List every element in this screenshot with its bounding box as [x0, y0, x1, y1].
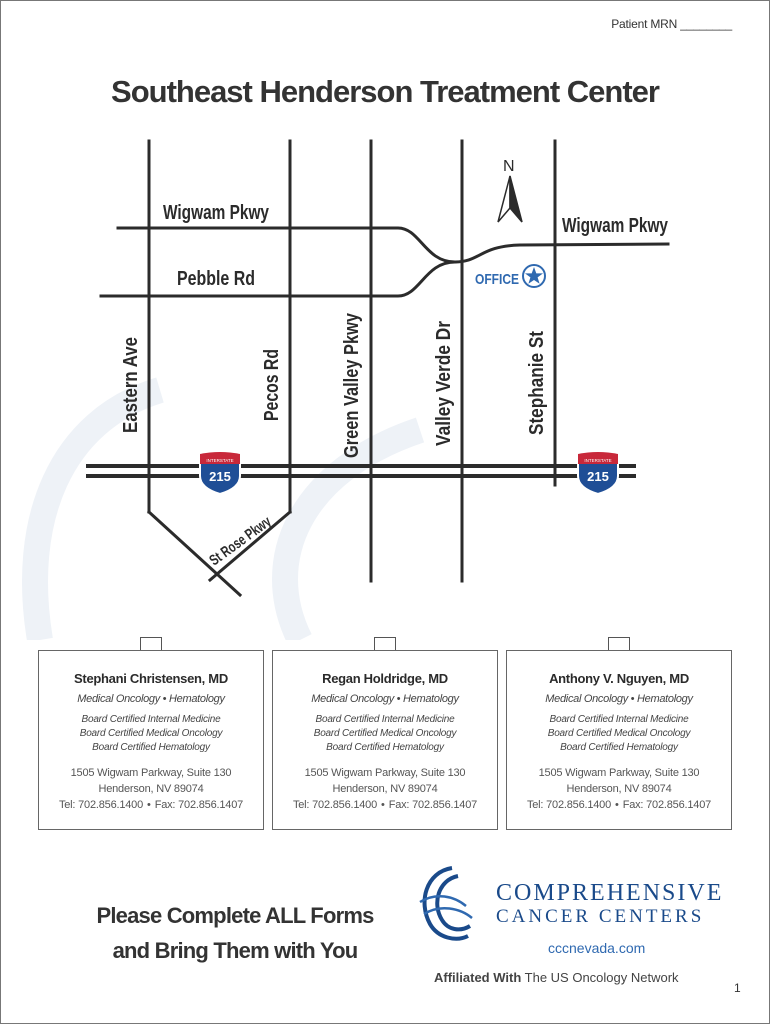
- phone-fax-line: [507, 797, 731, 813]
- affiliation-network: The US Oncology Network: [521, 970, 679, 985]
- physician-contact: [39, 765, 263, 813]
- road-wigwam-west: [118, 228, 455, 262]
- patient-mrn-field[interactable]: Patient MRN ________: [611, 17, 732, 31]
- cert-line: Board Certified Hematology: [560, 742, 678, 753]
- brand-name-line2: CANCER CENTERS: [496, 906, 705, 927]
- label-st-rose: St Rose Pkwy: [206, 497, 296, 570]
- address-line: Henderson, NV 89074: [566, 783, 672, 795]
- cert-line: Board Certified Internal Medicine: [549, 714, 689, 725]
- label-wigwam-east: Wigwam Pkwy: [562, 215, 669, 237]
- physician-contact: [273, 765, 497, 813]
- cert-line: Board Certified Hematology: [92, 742, 210, 753]
- label-eastern: Eastern Ave: [120, 318, 142, 433]
- physician-certifications: [39, 713, 263, 755]
- physician-name: Stephani Christensen, MD: [74, 671, 228, 686]
- tel: Tel: 702.856.1400: [292, 799, 378, 811]
- cert-line: Board Certified Internal Medicine: [315, 714, 455, 725]
- north-arrow-icon: [498, 158, 522, 222]
- page-title: Southeast Henderson Treatment Center: [111, 74, 659, 109]
- separator-dot: •: [147, 799, 151, 811]
- website-link[interactable]: cccnevada.com: [548, 940, 646, 956]
- reminder-line: Please Complete ALL Forms: [96, 903, 374, 928]
- fax: Fax: 702.856.1407: [388, 799, 478, 811]
- physician-card-christensen: [38, 650, 264, 830]
- physician-specialty: Medical Oncology • Hematology: [545, 693, 693, 705]
- compass-letter: N: [503, 158, 515, 175]
- phone-fax-line: [39, 797, 263, 813]
- separator-dot: •: [381, 799, 385, 811]
- label-wigwam-west: Wigwam Pkwy: [163, 202, 270, 224]
- physician-specialty: Medical Oncology • Hematology: [77, 693, 225, 705]
- cert-line: Board Certified Hematology: [326, 742, 444, 753]
- physician-name: Regan Holdridge, MD: [322, 671, 448, 686]
- address-line: Henderson, NV 89074: [332, 783, 438, 795]
- road-pebble: [101, 262, 455, 296]
- reminder-line: and Bring Them with You: [112, 938, 358, 963]
- office-star-icon: [523, 265, 545, 287]
- cert-line: Board Certified Medical Oncology: [547, 728, 691, 739]
- label-pecos: Pecos Rd: [261, 329, 283, 421]
- forms-reminder: [60, 898, 410, 968]
- physician-certifications: [507, 713, 731, 755]
- i215-shield-icon-left: [200, 452, 240, 494]
- address-line: Henderson, NV 89074: [98, 783, 204, 795]
- office-label: OFFICE: [475, 271, 519, 288]
- shield-number: 215: [587, 469, 609, 484]
- label-stephanie: Stephanie St: [526, 313, 548, 435]
- physician-card-holdridge: [272, 650, 498, 830]
- shield-number: 215: [209, 469, 231, 484]
- tel: Tel: 702.856.1400: [526, 799, 612, 811]
- cert-line: Board Certified Medical Oncology: [313, 728, 457, 739]
- label-pebble: Pebble Rd: [177, 268, 255, 290]
- physician-card-nguyen: [506, 650, 732, 830]
- ccc-logo-icon: [412, 862, 492, 946]
- fax: Fax: 702.856.1407: [154, 799, 244, 811]
- phone-fax-line: [273, 797, 497, 813]
- address-line: 1505 Wigwam Parkway, Suite 130: [304, 767, 466, 779]
- cert-line: Board Certified Medical Oncology: [79, 728, 223, 739]
- road-wigwam-east: [455, 244, 668, 262]
- physician-contact: [507, 765, 731, 813]
- physician-name: Anthony V. Nguyen, MD: [549, 671, 689, 686]
- shield-top-text: INTERSTATE: [584, 458, 612, 463]
- separator-dot: •: [615, 799, 619, 811]
- address-line: 1505 Wigwam Parkway, Suite 130: [70, 767, 232, 779]
- i215-shield-icon-right: [578, 452, 618, 494]
- label-valley-verde: Valley Verde Dr: [433, 301, 455, 446]
- page-number: 1: [734, 981, 741, 995]
- label-green-valley: Green Valley Pkwy: [341, 281, 363, 458]
- tel: Tel: 702.856.1400: [58, 799, 144, 811]
- affiliation-bold: Affiliated With: [434, 970, 522, 985]
- physician-certifications: [273, 713, 497, 755]
- physician-specialty: Medical Oncology • Hematology: [311, 693, 459, 705]
- affiliation-text: [434, 970, 679, 985]
- fax: Fax: 702.856.1407: [622, 799, 712, 811]
- brand-name-line1: COMPREHENSIVE: [496, 880, 724, 906]
- shield-top-text: INTERSTATE: [206, 458, 234, 463]
- address-line: 1505 Wigwam Parkway, Suite 130: [538, 767, 700, 779]
- cert-line: Board Certified Internal Medicine: [81, 714, 221, 725]
